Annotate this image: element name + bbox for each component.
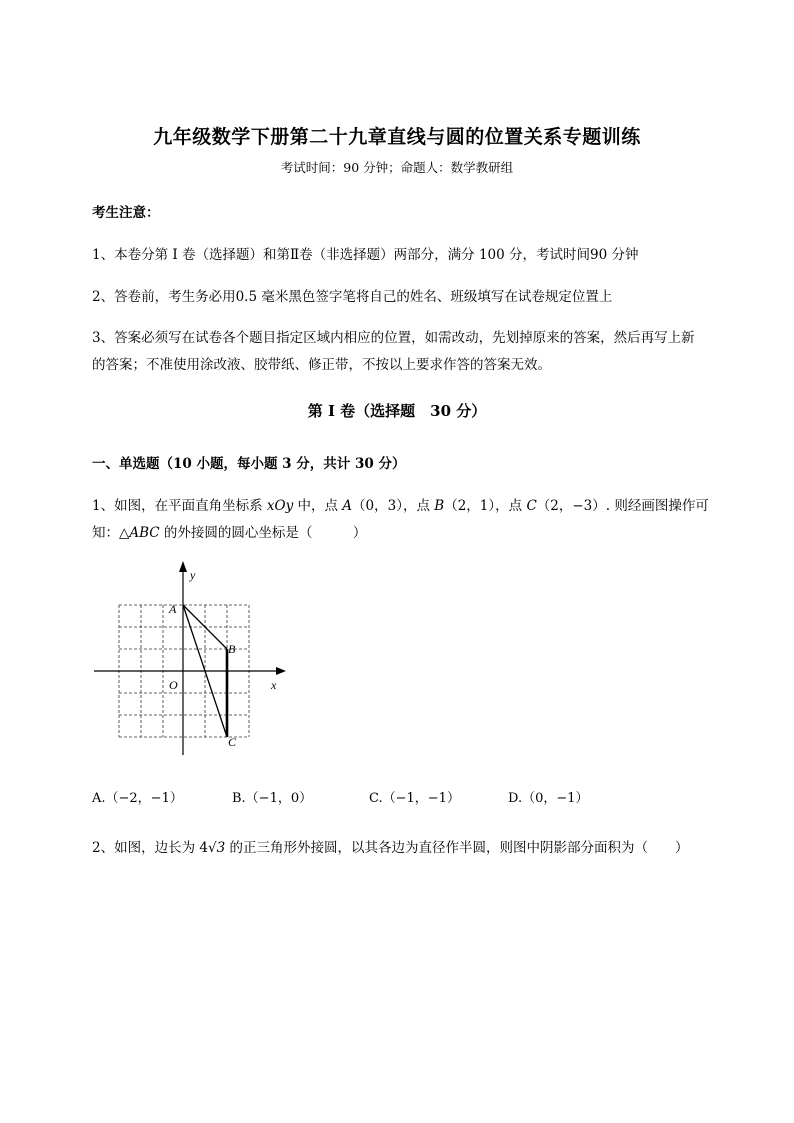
exam-info: 考试时间：90 分钟；命题人：数学教研组 — [280, 160, 514, 175]
question-1-line-2: 知：△ABC 的外接圆的圆心坐标是（ ） — [92, 525, 367, 541]
page-title: 九年级数学下册第二十九章直线与圆的位置关系专题训练 — [153, 126, 641, 148]
section-title: 第 I 卷（选择题 30 分） — [307, 402, 487, 420]
axis-label-x: x — [271, 678, 277, 692]
notice-item-3-line-1: 3、答案必须写在试卷各个题目指定区域内相应的位置，如需改动，先划掉原来的答案，然后再写上新 — [92, 330, 695, 346]
part-heading: 一、单选题（10 小题，每小题 3 分，共计 30 分） — [92, 456, 406, 472]
point-label-a: A — [169, 602, 177, 616]
notice-item-3-line-2: 的答案；不准使用涂改液、胶带纸、修正带，不按以上要求作答的答案无效。 — [92, 357, 551, 373]
axis-label-y: y — [190, 568, 196, 582]
sqrt-three: √3 — [207, 840, 226, 856]
option-b[interactable]: B.（−1，0） — [232, 791, 313, 806]
option-d[interactable]: D.（0，−1） — [508, 791, 589, 806]
axes — [94, 567, 280, 755]
question-1-line-1: 1、如图，在平面直角坐标系 xOy 中，点 A（0，3），点 B（2，1），点 C（2，−3）. 则经画图操作可 — [92, 498, 709, 514]
notice-item-1: 1、本卷分第 I 卷（选择题）和第Ⅱ卷（非选择题）两部分，满分 100 分，考试时间90 分钟 — [92, 247, 639, 263]
question-1-figure — [80, 555, 300, 765]
origin-label: O — [169, 678, 178, 692]
question-2-line-1: 2、如图，边长为 4√3 的正三角形外接圆，以其各边为直径作半圆，则图中阴影部分面积为（ ） — [92, 840, 689, 856]
notice-heading: 考生注意： — [92, 205, 160, 221]
point-label-b: B — [228, 642, 236, 656]
point-label-c: C — [228, 735, 237, 749]
notice-item-2: 2、答卷前，考生务必用0.5 毫米黑色签字笔将自己的姓名、班级填写在试卷规定位置上 — [92, 289, 613, 305]
option-c[interactable]: C.（−1，−1） — [369, 791, 460, 806]
y-axis-arrow — [179, 561, 187, 572]
x-axis-arrow — [276, 667, 286, 675]
option-a[interactable]: A.（−2，−1） — [92, 791, 183, 806]
